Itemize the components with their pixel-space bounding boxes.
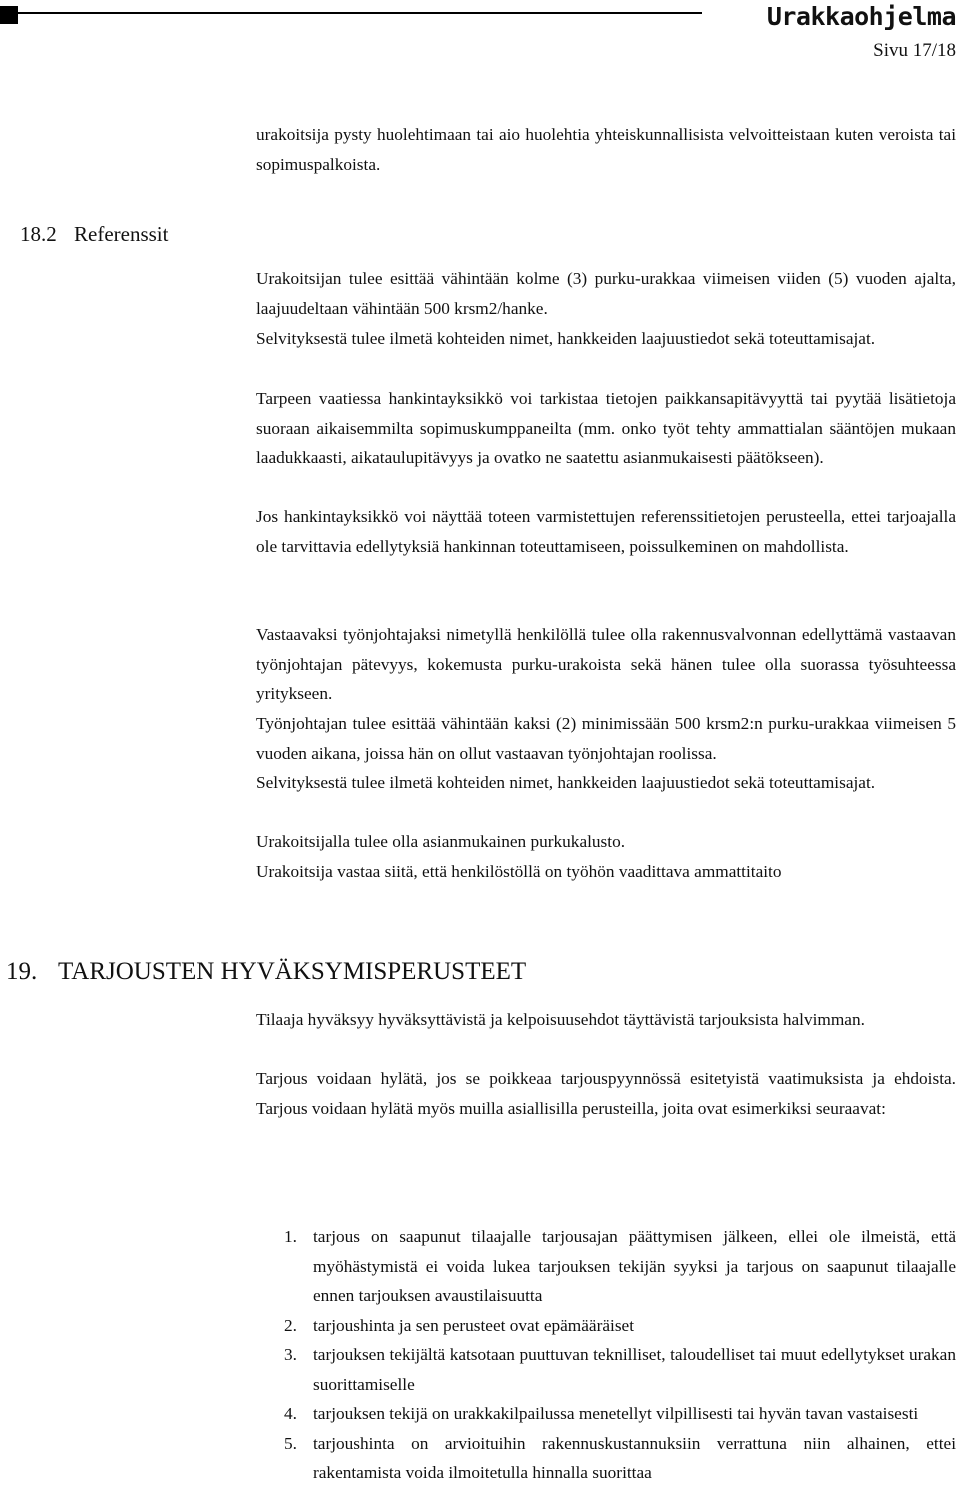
header-square-mark xyxy=(0,6,18,24)
intro-paragraph: urakoitsija pysty huolehtimaan tai aio huolehtia yhteiskunnallisista velvoitteistaan kuten veroista tai sopimuspalkoista. xyxy=(256,125,956,174)
references-paragraph-2: Selvityksestä tulee ilmetä kohteiden nimet, hankkeiden laajuustiedot sekä toteuttamisajat. xyxy=(256,329,876,348)
section-19-heading xyxy=(6,958,526,986)
list-item xyxy=(256,1340,956,1399)
list-item xyxy=(256,1311,956,1341)
list-item-text: tarjoushinta on arvioituihin rakennuskustannuksiin verrattuna niin alhainen, ettei rakentamista voida ilmoitetulla hinnalla suorittaa xyxy=(313,1433,956,1482)
list-item-number: 3. xyxy=(284,1345,297,1364)
list-item-number: 4. xyxy=(284,1404,297,1423)
section-title: Referenssit xyxy=(74,222,169,246)
list-item xyxy=(256,1399,956,1429)
section-number: 19. xyxy=(6,958,38,985)
acceptance-paragraph-1: Tilaaja hyväksyy hyväksyttävistä ja kelpoisuusehdot täyttävistä tarjouksista halvimman. xyxy=(256,1010,865,1029)
list-item-number: 2. xyxy=(284,1315,297,1335)
header-rule xyxy=(18,12,702,14)
rejection-grounds-list xyxy=(256,1222,956,1488)
list-item-text: tarjouksen tekijältä katsotaan puuttuvan teknilliset, taloudelliset tai muut edellytykset urakan suorittamiselle xyxy=(313,1345,956,1394)
list-item-text: tarjoushinta ja sen perusteet ovat epämääräiset xyxy=(313,1315,635,1335)
list-item-number: 1. xyxy=(284,1227,297,1246)
list-item xyxy=(256,1222,956,1311)
list-item-number: 5. xyxy=(284,1433,297,1453)
references-paragraph-1: Urakoitsijan tulee esittää vähintään kolme (3) purku-urakkaa viimeisen viiden (5) vuoden ajalta, laajuudeltaan vähintään 500 krsm2/hanke. xyxy=(256,269,956,318)
references-paragraph-7: Selvityksestä tulee ilmetä kohteiden nimet, hankkeiden laajuustiedot sekä toteuttamisajat. xyxy=(256,773,876,792)
acceptance-paragraph-2: Tarjous voidaan hylätä, jos se poikkeaa tarjouspyynnössä esitetyistä vaatimuksista ja ehdoista. Tarjous voidaan hylätä myös muilla asiallisilla perusteilla, joita ovat esimerkiksi seuraavat: xyxy=(256,1069,956,1118)
section-number: 18.2 xyxy=(20,222,57,246)
section-18-2-heading xyxy=(20,222,168,247)
references-paragraph-5: Vastaavaksi työnjohtajaksi nimetyllä henkilöllä tulee olla rakennusvalvonnan edellyttämä vastaavan työnjohtajan pätevyys, kokemusta purku-urakoista sekä hänen tulee olla suorassa työsuhteessa yritykseen. xyxy=(256,625,956,703)
references-paragraph-6: Työnjohtajan tulee esittää vähintään kaksi (2) minimissään 500 krsm2:n purku-urakkaa viimeisen 5 vuoden aikana, joissa hän on ollut vastaavan työnjohtajan roolissa. xyxy=(256,714,956,763)
page-number: Sivu 17/18 xyxy=(873,40,956,61)
references-paragraph-8: Urakoitsijalla tulee olla asianmukainen purkukalusto. xyxy=(256,832,626,851)
list-item-text: tarjouksen tekijä on urakkakilpailussa menetellyt vilpillisesti tai hyvän tavan vastaisesti xyxy=(313,1404,919,1423)
references-paragraph-9: Urakoitsija vastaa siitä, että henkilöstöllä on työhön vaadittava ammattitaito xyxy=(256,862,782,881)
list-item-text: tarjous on saapunut tilaajalle tarjousajan päättymisen jälkeen, ellei ole ilmeistä, että myöhästymistä ei voida lukea tarjouksen tekijän syyksi ja tarjous on saapunut tilaajalle ennen tarjouksen avaustilaisuutta xyxy=(313,1227,956,1305)
list-item xyxy=(256,1429,956,1488)
section-title: TARJOUSTEN HYVÄKSYMISPERUSTEET xyxy=(58,958,527,985)
document-title: Urakkaohjelma xyxy=(766,2,956,31)
references-paragraph-3: Tarpeen vaatiessa hankintayksikkö voi tarkistaa tietojen paikkansapitävyyttä tai pyytää lisätietoja suoraan aikaisemmilta sopimuskumppaneilta (mm. onko työt tehty ammattialan sääntöjen mukaan laadukkaasti, aikataulupitävyys ja ovatko ne saatettu asianmukaisesti päätökseen). xyxy=(256,389,956,467)
references-paragraph-4: Jos hankintayksikkö voi näyttää toteen varmistettujen referenssitietojen perusteella, ettei tarjoajalla ole tarvittavia edellytyksiä hankinnan toteuttamiseen, poissulkeminen on mahdollista. xyxy=(256,507,956,556)
